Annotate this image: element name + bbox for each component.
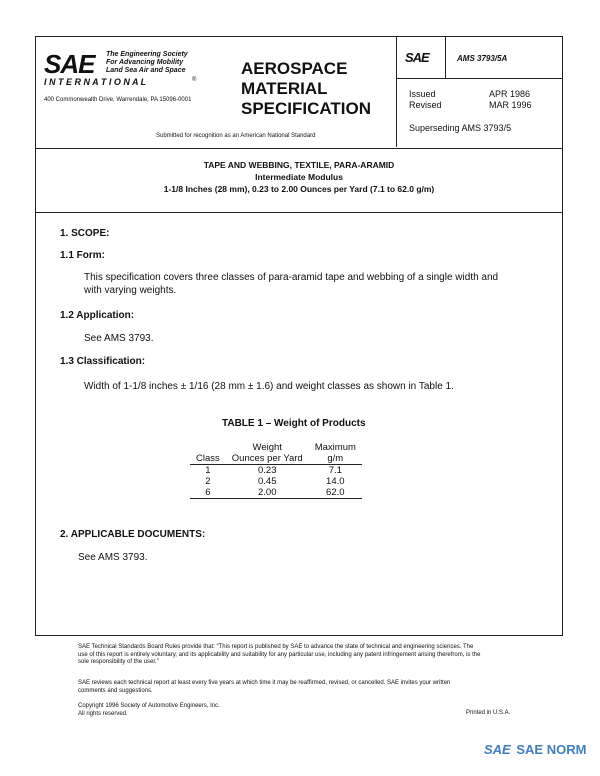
org-line-1: The Engineering Society [106, 51, 188, 58]
footer-rules-line-2: use of this report is entirely voluntary, and its applicability and suitability for any particular use, including any patent infringement arising therefrom, is the [78, 651, 481, 658]
printed-note: Printed in U.S.A. [466, 710, 511, 716]
registered-mark: ® [192, 77, 197, 83]
address: 400 Commonwealth Drive, Warrendale, PA 15096-0001 [44, 97, 192, 103]
doc-number: AMS 3793/5A [457, 54, 508, 63]
table-cell-class: 1 [205, 465, 211, 476]
section-1-heading: 1. SCOPE: [60, 228, 110, 239]
table-header-maximum: Maximum [314, 442, 356, 453]
revised-date: MAR 1996 [489, 100, 532, 110]
table-row [190, 487, 362, 499]
title-line-sub: Intermediate Modulus [255, 172, 343, 182]
spec-title [241, 59, 371, 119]
revised-label: Revised [409, 100, 442, 110]
table-row [190, 476, 362, 487]
table-cell-oz: 0.23 [257, 465, 277, 476]
table-cell-class: 6 [205, 487, 211, 498]
table-cell-gm: 62.0 [326, 487, 345, 498]
section-1-1-heading: 1.1 Form: [60, 250, 106, 261]
brand-logo: SAE [484, 742, 511, 757]
table-1-caption: TABLE 1 – Weight of Products [222, 418, 366, 429]
footer-review [78, 680, 538, 695]
footer-review-line-2: comments and suggestions. [78, 687, 153, 694]
copyright-line: Copyright 1996 Society of Automotive Engineers, Inc. [78, 703, 220, 709]
footer-review-line-1: SAE reviews each technical report at least every five years at which time it may be reaffirmed, revised, or cancelled. SAE invites your written [78, 680, 451, 686]
title-line-2: MATERIAL [241, 79, 328, 98]
table-row [190, 465, 362, 477]
superseding-note: Superseding AMS 3793/5 [409, 123, 512, 133]
doc-info-block [396, 37, 562, 147]
table-header-weight: Weight [252, 442, 282, 453]
table-cell-oz: 2.00 [257, 487, 277, 498]
org-tagline [106, 51, 188, 75]
table-header-class: Class [196, 453, 220, 464]
international-label: I N T E R N A T I O N A L [44, 77, 147, 87]
section-2-text: See AMS 3793. [78, 552, 148, 563]
table-cell-oz: 0.45 [257, 476, 277, 487]
table-header-gm: g/m [327, 453, 344, 464]
section-1-3-text: Width of 1-1/8 inches ± 1/16 (28 mm ± 1.6) and weight classes as shown in Table 1. [84, 381, 454, 392]
rights-line: All rights reserved. [78, 710, 128, 717]
document-header [36, 37, 562, 149]
section-1-2-heading: 1.2 Application: [60, 310, 135, 321]
org-line-2: For Advancing Mobility [106, 59, 184, 66]
doc-number-row [397, 37, 562, 79]
weight-table [190, 442, 362, 499]
section-1-1-text-line-2: with varying weights. [84, 285, 177, 296]
issued-date: APR 1986 [489, 89, 531, 99]
title-line-size: 1-1/8 Inches (28 mm), 0.23 to 2.00 Ounces per Yard (7.1 to 62.0 g/m) [163, 184, 435, 194]
issued-label: Issued [409, 89, 436, 99]
divider [445, 37, 446, 79]
org-line-3: Land Sea Air and Space [106, 67, 186, 74]
table-cell-gm: 14.0 [326, 476, 345, 487]
footer-rules [78, 644, 538, 667]
section-1-3-heading: 1.3 Classification: [60, 356, 146, 367]
brand-name: SAE NORM [516, 742, 587, 757]
title-line-3: SPECIFICATION [241, 99, 372, 118]
sae-small-logo: SAE [405, 50, 429, 65]
table-header-empty [190, 442, 226, 453]
submitted-note: Submitted for recognition as an American National Standard [156, 133, 316, 139]
table-header-oz: Ounces per Yard [231, 453, 303, 464]
document-title-section [36, 149, 562, 213]
section-1-2-text: See AMS 3793. [84, 333, 154, 344]
table-cell-gm: 7.1 [328, 465, 342, 476]
title-line-main: TAPE AND WEBBING, TEXTILE, PARA-ARAMID [203, 160, 395, 170]
footer-rules-line-1: SAE Technical Standards Board Rules provide that: “This report is published by SAE to advance the state of technical and engineering sciences. The [78, 644, 474, 650]
sae-logo: SAE [44, 49, 95, 79]
table-cell-class: 2 [205, 476, 211, 487]
section-1-1-text-line-1: This specification covers three classes of para-aramid tape and webbing of a single width and [84, 272, 499, 283]
table-header-row-2 [190, 453, 362, 465]
title-line-1: AEROSPACE [241, 59, 348, 78]
footer-rules-line-3: sole responsibility of the user.” [78, 659, 159, 665]
section-2-heading: 2. APPLICABLE DOCUMENTS: [60, 529, 206, 540]
brand-watermark [484, 742, 586, 757]
table-header-row-1 [190, 442, 362, 453]
